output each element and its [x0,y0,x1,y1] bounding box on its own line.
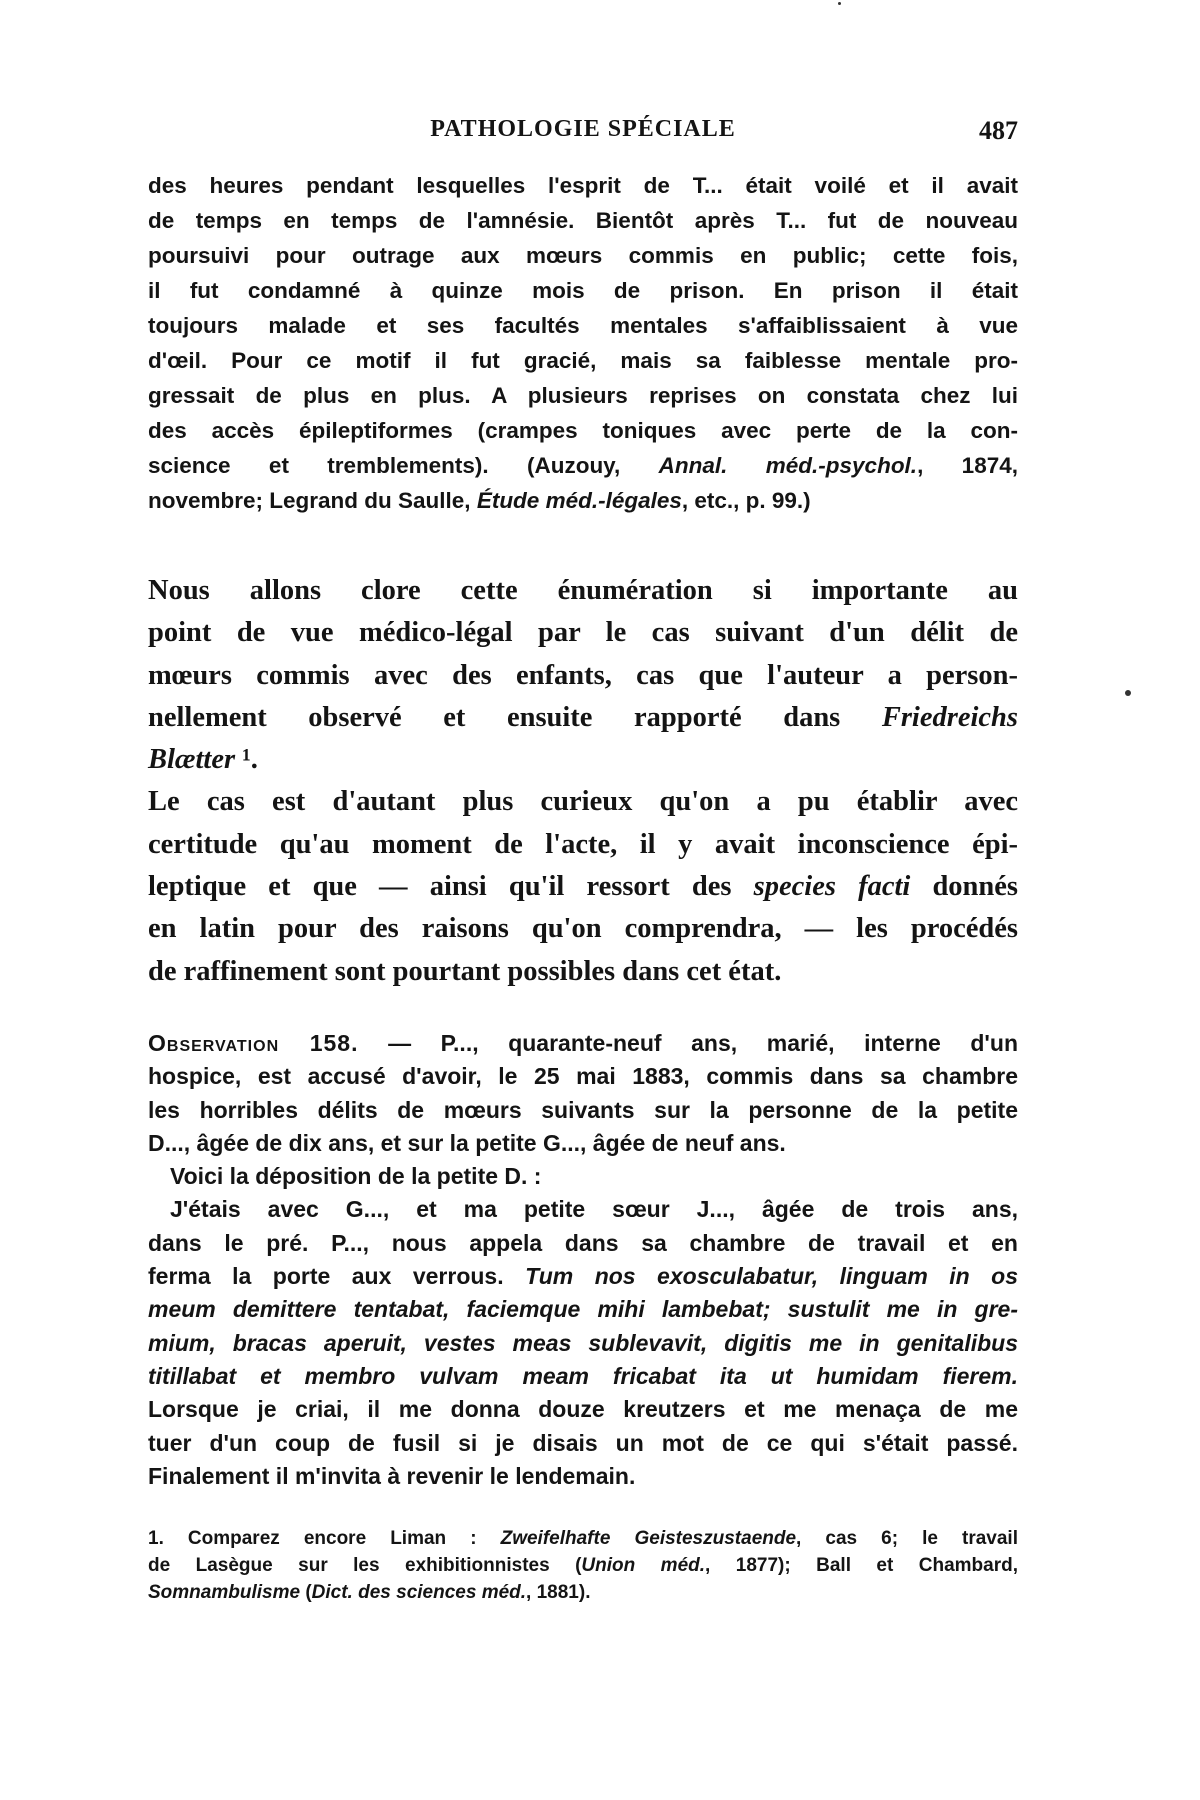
page-header [148,116,1018,160]
book-citation: Étude méd.-légales [476,488,682,513]
text-line: des heures pendant lesquelles l'esprit de T... était voilé et il avait [148,173,1018,198]
text-line [148,1027,1018,1060]
text-segment: , etc., p. 99.) [681,488,811,513]
footnote-marker: ¹. [235,744,258,776]
text-line: poursuivi pour outrage aux mœurs commis en public; cette fois, [148,243,1018,268]
continued-case-paragraph [148,168,1018,518]
text-line: Voici la déposition de la petite D. : [170,1163,542,1190]
main-body-text [148,570,1018,993]
scan-speck [838,2,841,5]
scan-speck [1125,690,1131,696]
text-line: hospice, est accusé d'avoir, le 25 mai 1883, commis dans sa chambre [148,1063,1018,1090]
observation-158 [148,1027,1018,1493]
text-line [148,697,1018,739]
text-line: mœurs commis avec des enfants, cas que l'auteur a person- [148,659,1018,691]
text-segment: science et tremblements). (Auzouy, [148,453,659,478]
text-line: de temps en temps de l'amnésie. Bientôt après T... fut de nouveau [148,208,1018,233]
text-line: tuer d'un coup de fusil si je disais un mot de ce qui s'était passé. [148,1429,1018,1456]
text-line: Lorsque je criai, il me donna douze kreutzers et me menaça de me [148,1396,1018,1423]
italic-title: Dict. des sciences méd. [311,1582,527,1603]
text-line: certitude qu'au moment de l'acte, il y avait inconscience épi- [148,828,1018,860]
text-segment: , 1881). [526,1582,591,1603]
latin-passage: meum demittere tentabat, faciemque mihi lambebat; sustulit me in gre- [148,1296,1018,1323]
italic-title: Union méd. [581,1555,706,1576]
latin-passage: Tum nos exosculabatur, linguam in os [525,1263,1018,1290]
text-line: les horribles délits de mœurs suivants sur la personne de la petite [148,1096,1018,1123]
text-line: J'étais avec G..., et ma petite sœur J..., âgée de trois ans, [170,1196,1018,1223]
text-segment: novembre; Legrand du Saulle, [148,488,477,513]
text-segment: leptique et que — ainsi qu'il ressort des [148,871,754,903]
text-line: D..., âgée de dix ans, et sur la petite G..., âgée de neuf ans. [148,1129,786,1156]
text-line: Finalement il m'invita à revenir le lendemain. [148,1462,636,1489]
text-line [148,448,1018,483]
latin-passage: titillabat et membro vulvam meam fricabat ita ut humidam fierem. [148,1362,1018,1389]
text-line: point de vue médico-légal par le cas suivant d'un délit de [148,617,1018,649]
italic-phrase: species facti [753,871,911,903]
text-line [148,1360,1018,1393]
text-line: des accès épileptiformes (crampes toniques avec perte de la con- [148,418,1018,443]
text-line: Nous allons clore cette énumération si importante au [148,575,1018,606]
italic-title: Blætter [148,744,236,776]
text-line: toujours malade et ses facultés mentales s'affaiblissaient à vue [148,313,1018,338]
text-line [148,1327,1018,1360]
text-line: de raffinement sont pourtant possibles dans cet état. [148,955,782,987]
text-segment: donnés [910,871,1019,903]
text-segment: ( [300,1582,312,1603]
journal-citation: Annal. méd.-psychol. [658,453,918,478]
running-title: PATHOLOGIE SPÉCIALE [430,116,736,142]
text-line [148,1293,1018,1326]
text-segment: , cas 6; le travail [796,1528,1018,1549]
footnote-line [148,1579,1018,1606]
observation-label: Observation 158. [148,1030,359,1056]
text-line [148,483,1018,518]
footnote-line [148,1552,1018,1579]
text-line: en latin pour des raisons qu'on comprendra, — les procédés [148,913,1018,945]
italic-title: Friedreichs [881,701,1018,733]
text-segment: 1. Comparez encore Liman : [148,1528,501,1549]
italic-title: Zweifelhafte Geisteszustaende [500,1528,797,1549]
footnote [148,1525,1018,1606]
italic-title: Somnambulisme [148,1582,301,1603]
text-segment: ferma la porte aux verrous. [148,1263,526,1290]
text-line: il fut condamné à quinze mois de prison. En prison il était [148,278,1018,303]
text-line: gressait de plus en plus. A plusieurs reprises on constata chez lui [148,383,1018,408]
text-segment: nellement observé et ensuite rapporté dans [148,701,882,733]
footnote-line [148,1525,1018,1552]
text-line [148,739,1018,781]
text-segment: , 1874, [917,453,1018,478]
text-line: Le cas est d'autant plus curieux qu'on a pu établir avec [148,786,1018,818]
text-segment: , 1877); Ball et Chambard, [705,1555,1018,1576]
text-line [148,866,1018,908]
text-segment: — P..., quarante-neuf ans, marié, interne d'un [358,1030,1018,1056]
text-line: dans le pré. P..., nous appela dans sa chambre de travail et en [148,1229,1018,1256]
text-line [148,1260,1018,1293]
latin-passage: mium, bracas aperuit, vestes meas sublevavit, digitis me in genitalibus [148,1329,1018,1356]
page-number: 487 [979,116,1018,145]
text-segment: de Lasègue sur les exhibitionnistes ( [148,1555,582,1576]
text-line: d'œil. Pour ce motif il fut gracié, mais sa faiblesse mentale pro- [148,348,1018,373]
